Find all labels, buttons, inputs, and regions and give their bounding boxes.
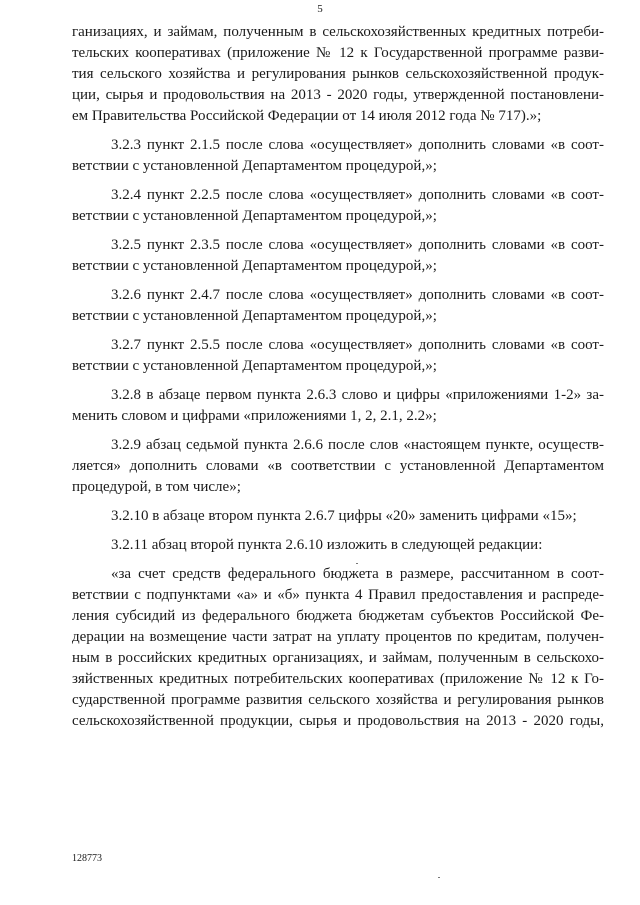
- text-line: дерации на возмещение части затрат на уплату процентов по кредитам, получен-: [72, 629, 604, 645]
- text-line: «за счет средств федерального бюджета в размере, рассчитанном в соот-: [111, 566, 604, 582]
- text-line: ным в российских кредитных организациях, и займам, полученным в сельскохо-: [72, 650, 604, 666]
- text-line: сельскохозяйственной продукции, сырья и продовольствия на 2013 - 2020 годы,: [72, 713, 604, 729]
- text-line: 3.2.3 пункт 2.1.5 после слова «осуществляет» дополнить словами «в соот-: [111, 137, 604, 153]
- text-line: ветствии с установленной Департаментом процедурой,»;: [72, 358, 437, 374]
- text-line: ветствии с установленной Департаментом процедурой,»;: [72, 308, 437, 324]
- paragraph-7: [72, 435, 604, 498]
- page-number: 5: [317, 3, 323, 15]
- document-code: 128773: [72, 853, 102, 864]
- text-line: зяйственных кредитных потребительских кооперативах (приложение № 12 к Го-: [72, 671, 604, 687]
- text-line: ветствии с установленной Департаментом процедурой,»;: [72, 158, 437, 174]
- paragraph-6: [72, 385, 604, 427]
- paragraph-3: [72, 235, 604, 277]
- paragraph-10: [72, 564, 604, 732]
- paragraph-0: [72, 22, 604, 127]
- scan-speck: [438, 877, 440, 878]
- text-line: 3.2.8 в абзаце первом пункта 2.6.3 слово и цифры «приложениями 1-2» за-: [111, 387, 604, 403]
- text-line: 3.2.9 абзац седьмой пункта 2.6.6 после слов «настоящем пункте, осуществ-: [111, 437, 604, 453]
- paragraph-2: [72, 185, 604, 227]
- text-line: тельских кооперативах (приложение № 12 к Государственной программе разви-: [72, 45, 604, 61]
- text-line: тия сельского хозяйства и регулирования рынков сельскохозяйственной продук-: [72, 66, 604, 82]
- document-body: [72, 22, 604, 732]
- text-line: 3.2.7 пункт 2.5.5 после слова «осуществляет» дополнить словами «в соот-: [111, 337, 604, 353]
- paragraph-8: [72, 506, 604, 527]
- text-line: ции, сырья и продовольствия на 2013 - 2020 годы, утвержденной постановлени-: [72, 87, 604, 103]
- text-line: ем Правительства Российской Федерации от 14 июля 2012 года № 717).»;: [72, 108, 542, 124]
- paragraph-5: [72, 335, 604, 377]
- text-line: 3.2.11 абзац второй пункта 2.6.10 изложить в следующей редакции:: [111, 537, 543, 553]
- text-line: ветствии с подпунктами «а» и «б» пункта 4 Правил предоставления и распреде-: [72, 587, 604, 603]
- text-line: ляется» дополнить словами «в соответствии с установленной Департаментом: [72, 458, 604, 474]
- text-line: ления субсидий из федерального бюджета бюджетам субъектов Российской Фе-: [72, 608, 604, 624]
- text-line: сударственной программе развития сельского хозяйства и регулирования рынков: [72, 692, 604, 708]
- text-line: 3.2.5 пункт 2.3.5 после слова «осуществляет» дополнить словами «в соот-: [111, 237, 604, 253]
- scan-speck: [356, 563, 358, 564]
- text-line: 3.2.6 пункт 2.4.7 после слова «осуществляет» дополнить словами «в соот-: [111, 287, 604, 303]
- text-line: 3.2.10 в абзаце втором пункта 2.6.7 цифры «20» заменить цифрами «15»;: [111, 508, 577, 524]
- paragraph-4: [72, 285, 604, 327]
- text-line: ветствии с установленной Департаментом процедурой,»;: [72, 258, 437, 274]
- text-line: ветствии с установленной Департаментом процедурой,»;: [72, 208, 437, 224]
- text-line: 3.2.4 пункт 2.2.5 после слова «осуществляет» дополнить словами «в соот-: [111, 187, 604, 203]
- text-line: ганизациях, и займам, полученным в сельскохозяйственных кредитных потреби-: [72, 24, 604, 40]
- text-line: процедурой, в том числе»;: [72, 479, 241, 495]
- paragraph-9: [72, 535, 604, 556]
- paragraph-1: [72, 135, 604, 177]
- text-line: менить словом и цифрами «приложениями 1, 2, 2.1, 2.2»;: [72, 408, 437, 424]
